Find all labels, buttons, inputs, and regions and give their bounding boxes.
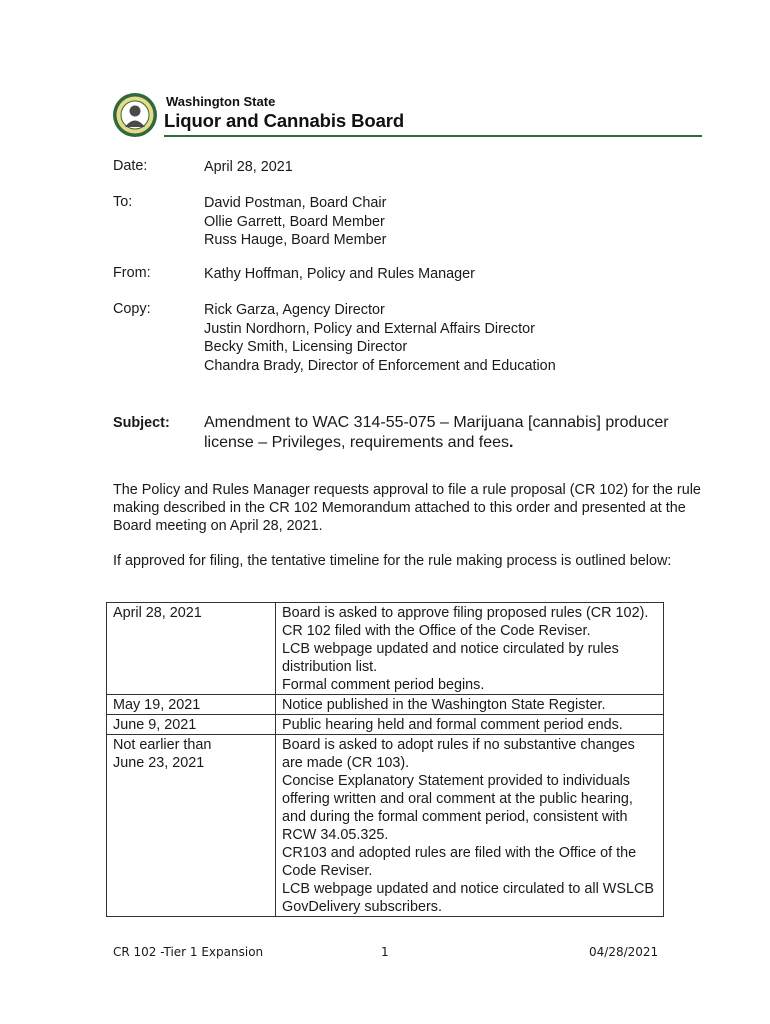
table-row xyxy=(107,695,664,715)
footer-date: 04/28/2021 xyxy=(589,945,659,959)
timeline-event: CR103 and adopted rules are filed with the Office of the Code Reviser. xyxy=(282,845,637,879)
header-divider xyxy=(164,135,702,137)
table-row xyxy=(107,715,664,735)
timeline-event: Board is asked to adopt rules if no substantive changes are made (CR 103). xyxy=(282,737,635,771)
copy-recipient: Chandra Brady, Director of Enforcement and Education xyxy=(204,357,556,374)
org-name-line1: Washington State xyxy=(166,94,276,109)
copy-recipient: Rick Garza, Agency Director xyxy=(204,302,385,318)
timeline-event: Public hearing held and formal comment period ends. xyxy=(282,717,623,733)
subject-body: Amendment to WAC 314-55-075 – Marijuana [cannabis] producer license – Privileges, requirements and fees xyxy=(204,414,669,451)
timeline-events-cell xyxy=(276,603,664,695)
from-label: From: xyxy=(113,265,151,281)
timeline-event: Notice published in the Washington State Register. xyxy=(282,697,606,713)
timeline-date: June 23, 2021 xyxy=(113,755,205,771)
timeline-date-cell xyxy=(107,603,276,695)
timeline-date: June 9, 2021 xyxy=(113,717,197,733)
timeline-event: Concise Explanatory Statement provided to individuals offering written and oral comment at the public hearing, and during the formal comment period, consistent with RCW 34.05.325. xyxy=(282,773,633,843)
sender: Kathy Hoffman, Policy and Rules Manager xyxy=(204,266,475,282)
copy-label: Copy: xyxy=(113,301,151,317)
timeline-event: LCB webpage updated and notice circulated to all WSLCB GovDelivery subscribers. xyxy=(282,881,654,915)
copy-recipients xyxy=(204,301,556,375)
recipient: Russ Hauge, Board Member xyxy=(204,232,387,248)
org-name-line2: Liquor and Cannabis Board xyxy=(164,110,405,131)
timeline-events-cell xyxy=(276,715,664,735)
table-row xyxy=(107,735,664,917)
recipient: David Postman, Board Chair xyxy=(204,195,387,211)
subject-label: Subject: xyxy=(113,415,170,431)
timeline-events-cell xyxy=(276,735,664,917)
timeline-date-cell xyxy=(107,735,276,917)
timeline-date: Not earlier than xyxy=(113,737,212,753)
table-row xyxy=(107,603,664,695)
timeline-event: LCB webpage updated and notice circulated by rules distribution list. xyxy=(282,641,619,675)
footer-page-number: 1 xyxy=(381,945,389,959)
timeline-date-cell xyxy=(107,695,276,715)
timeline-events-cell xyxy=(276,695,664,715)
to-label: To: xyxy=(113,194,133,210)
subject-text xyxy=(204,413,684,453)
timeline-event: Formal comment period begins. xyxy=(282,677,485,693)
subject-period: . xyxy=(509,434,514,451)
footer-document-title: CR 102 -Tier 1 Expansion xyxy=(113,945,264,959)
copy-recipient: Becky Smith, Licensing Director xyxy=(204,339,408,355)
timeline-event: CR 102 filed with the Office of the Code Reviser. xyxy=(282,623,591,639)
date-value xyxy=(204,158,293,177)
timeline-date: April 28, 2021 xyxy=(113,605,202,621)
timeline-date: May 19, 2021 xyxy=(113,697,201,713)
body-paragraph-request: The Policy and Rules Manager requests approval to file a rule proposal (CR 102) for the rule making described in the CR 102 Memorandum attached to this order and presented at the Board meeting on April 28, 2021. xyxy=(113,482,701,534)
date-label: Date: xyxy=(113,158,148,174)
washington-state-seal-icon xyxy=(112,92,158,138)
to-recipients xyxy=(204,194,386,250)
from-value xyxy=(204,265,475,284)
date-text: April 28, 2021 xyxy=(204,159,293,175)
recipient: Ollie Garrett, Board Member xyxy=(204,213,385,230)
timeline-date-cell xyxy=(107,715,276,735)
agency-logo xyxy=(112,92,702,138)
timeline-event: Board is asked to approve filing proposed rules (CR 102). xyxy=(282,605,649,621)
copy-recipient: Justin Nordhorn, Policy and External Affairs Director xyxy=(204,320,535,337)
body-paragraph-timeline-intro: If approved for filing, the tentative timeline for the rule making process is outlined below: xyxy=(113,553,672,569)
timeline-table xyxy=(106,602,664,917)
